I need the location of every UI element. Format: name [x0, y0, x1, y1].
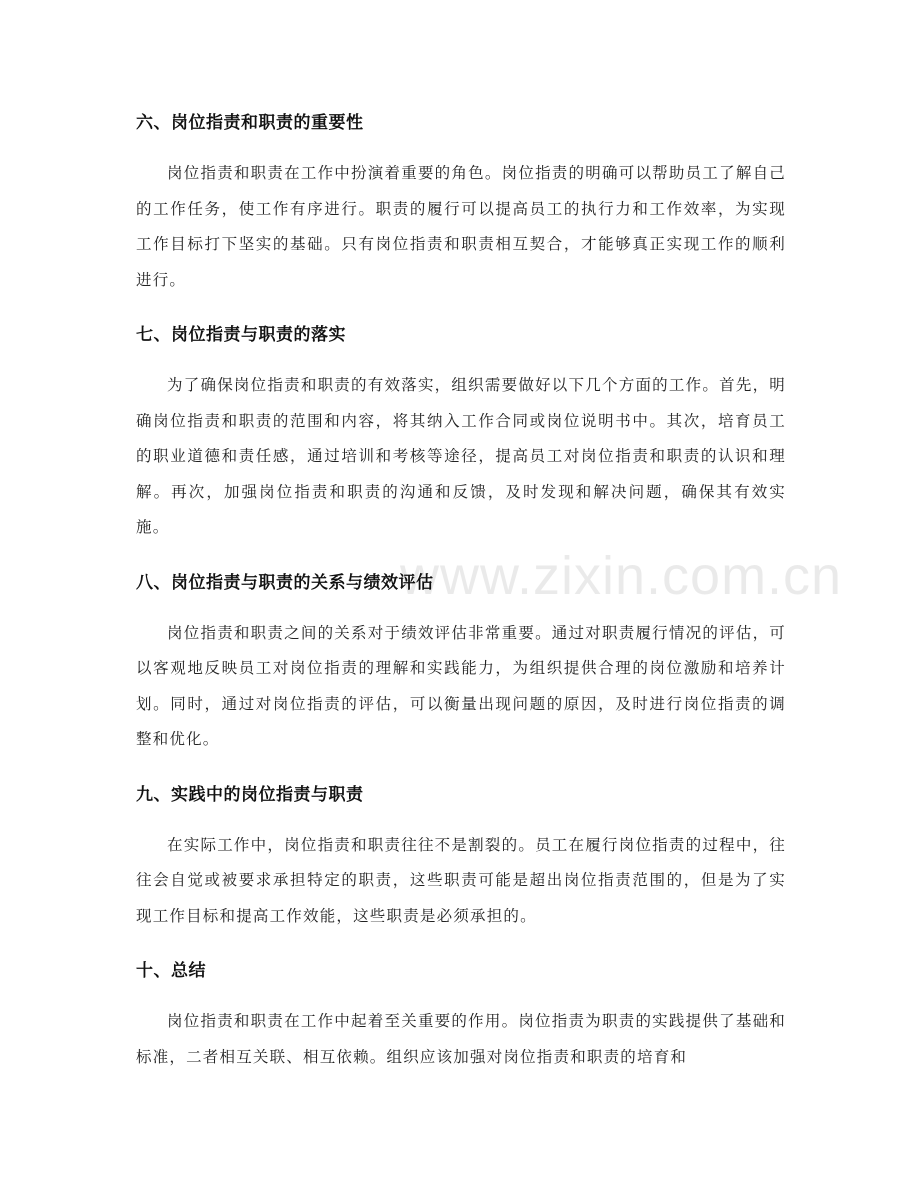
- section-paragraph: 岗位指责和职责在工作中扮演着重要的角色。岗位指责的明确可以帮助员工了解自己的工作任务，使工作有序进行。职责的履行可以提高员工的执行力和工作效率，为实现工作目标打下坚实的基础。只有岗位指责和职责相互契合，才能够真正实现工作的顺利进行。: [136, 164, 786, 289]
- section-heading: 十、总结: [136, 961, 206, 981]
- section-paragraph: 岗位指责和职责之间的关系对于绩效评估非常重要。通过对职责履行情况的评估，可以客观地反映员工对岗位指责的理解和实践能力，为组织提供合理的岗位激励和培养计划。同时，通过对岗位指责的评估，可以衡量出现问题的原因，及时进行岗位指责的调整和优化。: [136, 623, 786, 748]
- section-heading: 六、岗位指责和职责的重要性: [136, 113, 364, 133]
- section-practice: [136, 776, 786, 935]
- watermark: www.zixin.com.cn: [400, 546, 843, 606]
- section-implementation: [136, 316, 786, 546]
- section-paragraph: 岗位指责和职责在工作中起着至关重要的作用。岗位指责为职责的实践提供了基础和标准，二者相互关联、相互依赖。组织应该加强对岗位指责和职责的培育和: [136, 1012, 786, 1066]
- document-content: [136, 104, 786, 1093]
- section-summary: [136, 952, 786, 1075]
- section-performance: [136, 564, 786, 758]
- section-heading: 八、岗位指责与职责的关系与绩效评估: [136, 572, 434, 593]
- section-importance: [136, 104, 786, 298]
- section-heading: 七、岗位指责与职责的落实: [136, 325, 346, 345]
- section-paragraph: 为了确保岗位指责和职责的有效落实，组织需要做好以下几个方面的工作。首先，明确岗位指责和职责的范围和内容，将其纳入工作合同或岗位说明书中。其次，培育员工的职业道德和责任感，通过培训和考核等途径，提高员工对岗位指责和职责的认识和理解。再次，加强岗位指责和职责的沟通和反馈，及时发现和解决问题，确保其有效实施。: [136, 376, 786, 536]
- section-heading: 九、实践中的岗位指责与职责: [136, 784, 364, 805]
- section-paragraph: 在实际工作中，岗位指责和职责往往不是割裂的。员工在履行岗位指责的过程中，往往会自觉或被要求承担特定的职责，这些职责可能是超出岗位指责范围的，但是为了实现工作目标和提高工作效能，这些职责是必须承担的。: [136, 835, 786, 925]
